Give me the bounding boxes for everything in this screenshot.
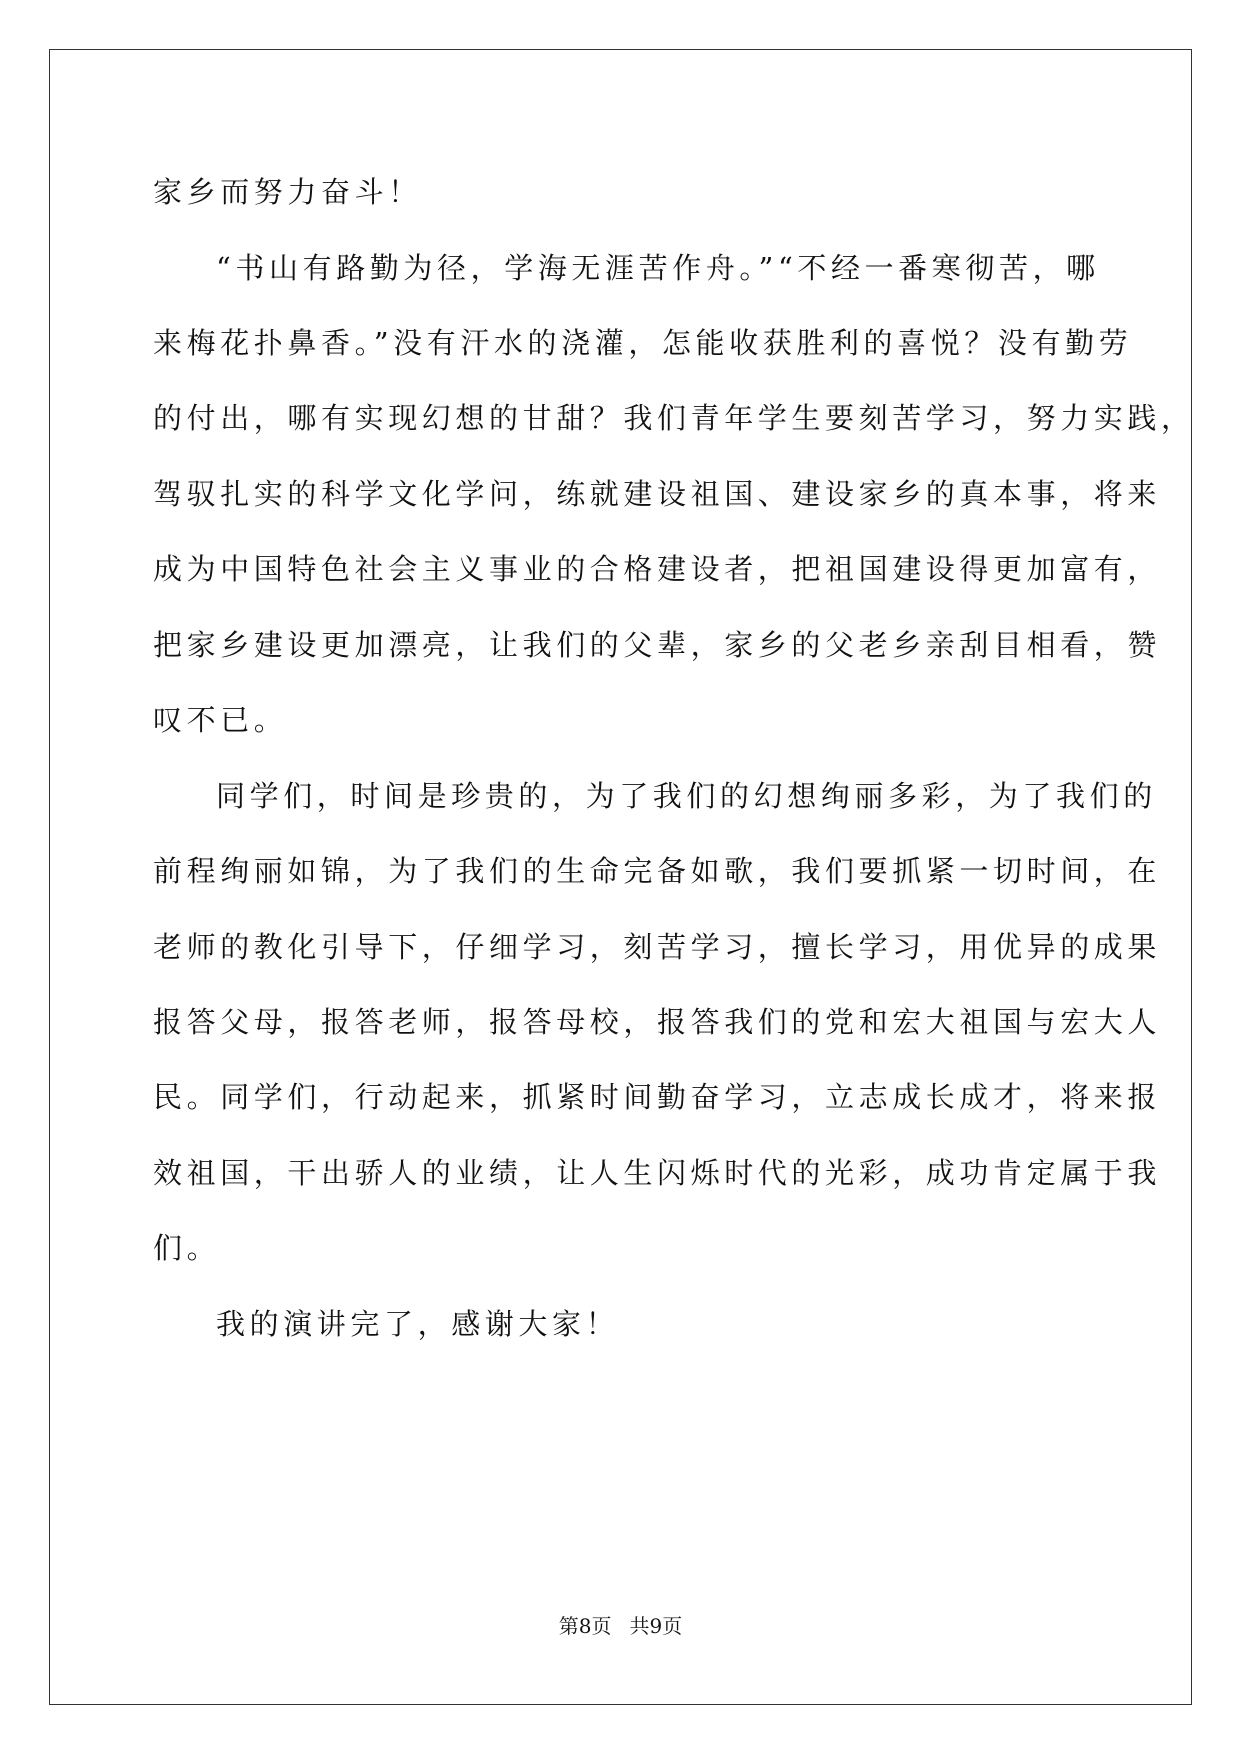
text-line: 把家乡建设更加漂亮，让我们的父辈，家乡的父老乡亲刮目相看，赞: [153, 628, 1162, 662]
page-number: 第8页: [558, 1614, 612, 1638]
text-line: 我的演讲完了，感谢大家！: [216, 1307, 620, 1341]
page-footer: [0, 1614, 1241, 1638]
text-line: 叹不已。: [153, 703, 288, 737]
text-line: 报答父母，报答老师，报答母校，报答我们的党和宏大祖国与宏大人: [153, 1005, 1162, 1039]
text-line: 来梅花扑鼻香。”没有汗水的浇灌，怎能收获胜利的喜悦？没有勤劳: [153, 326, 1133, 360]
text-line: 民。同学们，行动起来，抓紧时间勤奋学习，立志成长成才，将来报: [153, 1080, 1162, 1114]
text-line: 驾驭扎实的科学文化学问，练就建设祖国、建设家乡的真本事，将来: [153, 477, 1162, 511]
text-line: 的付出，哪有实现幻想的甘甜？我们青年学生要刻苦学习，努力实践，: [153, 401, 1195, 435]
text-line: 们。: [153, 1231, 221, 1265]
text-line: 家乡而努力奋斗！: [153, 175, 422, 209]
text-line: 老师的教化引导下，仔细学习，刻苦学习，擅长学习，用优异的成果: [153, 930, 1162, 964]
text-line: 同学们，时间是珍贵的，为了我们的幻想绚丽多彩，为了我们的: [216, 779, 1157, 813]
text-line: “书山有路勤为径，学海无涯苦作舟。”“不经一番寒彻苦，哪: [216, 251, 1100, 285]
text-line: 成为中国特色社会主义事业的合格建设者，把祖国建设得更加富有，: [153, 552, 1162, 586]
page-total: 共9页: [629, 1614, 683, 1638]
text-line: 效祖国，干出骄人的业绩，让人生闪烁时代的光彩，成功肯定属于我: [153, 1156, 1162, 1190]
text-line: 前程绚丽如锦，为了我们的生命完备如歌，我们要抓紧一切时间，在: [153, 854, 1162, 888]
